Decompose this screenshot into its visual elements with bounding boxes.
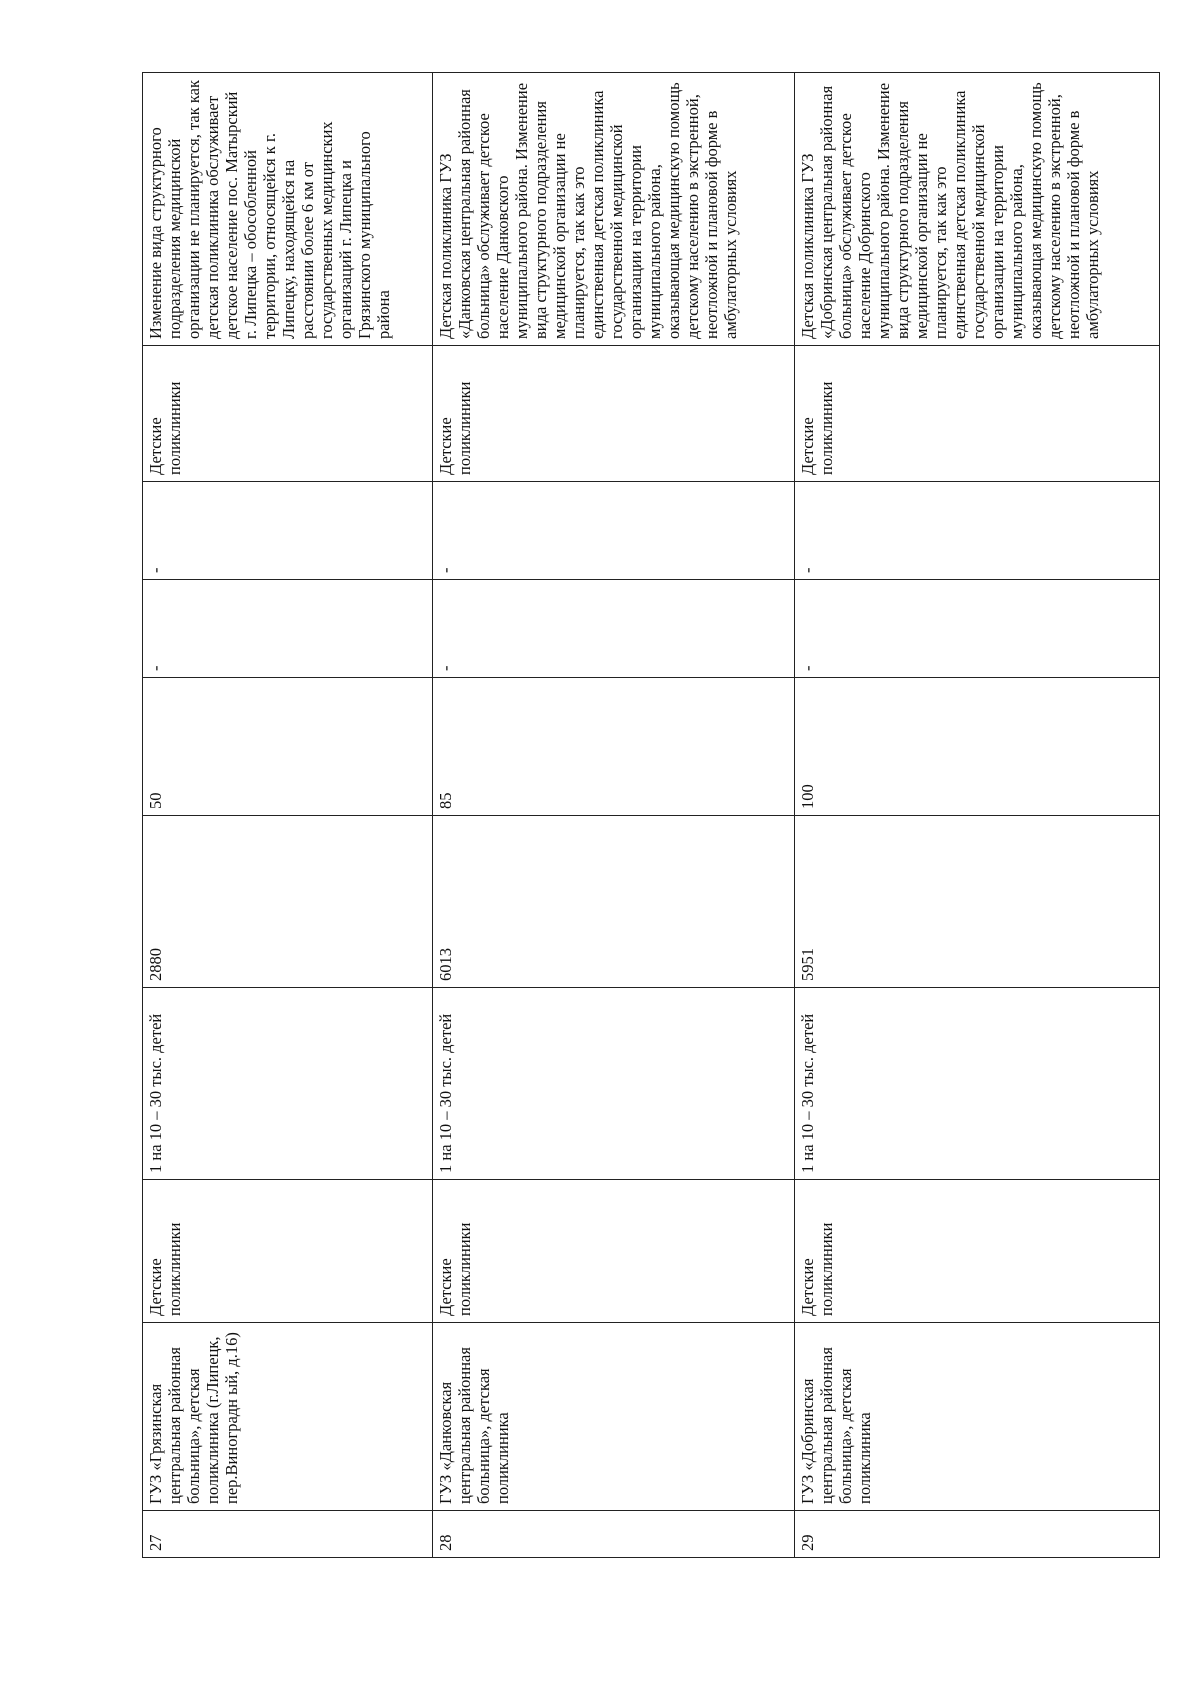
table-row [795,73,1160,1558]
row-number: 27 [143,1511,433,1558]
population: 2880 [143,816,433,988]
facility-type: Детские поликлиники [433,1180,795,1323]
percent: 85 [433,678,795,816]
row-number: 28 [433,1511,795,1558]
dash-cell: - [433,482,795,580]
organization-name: ГУЗ «Добринская центральная районная больница», детская поликлиника [795,1323,1160,1511]
organization-name: ГУЗ «Данковская центральная районная больница», детская поликлиника [433,1323,795,1511]
population: 5951 [795,816,1160,988]
table-row [143,73,433,1558]
dash-cell: - [795,580,1160,678]
facility-type-planned: Детские поликлиники [143,346,433,482]
facility-type-planned: Детские поликлиники [433,346,795,482]
rotated-table-container [142,73,1160,1558]
dash-cell: - [143,482,433,580]
polyclinic-table [142,72,1160,1558]
dash-cell: - [143,580,433,678]
note: Детская поликлиника ГУЗ «Добринская центральная районная больница» обслуживает детское население Добринского муниципального района. Изменение вида структурного подразделения медицинской организации не планируется, так как это единственная детская поликлиника государственной медицинской организации на территории муниципального района, оказывающая медицинскую помощь детскому населению в экстренной, неотложной и плановой форме в амбулаторных условиях [795,73,1160,346]
facility-type: Детские поликлиники [143,1180,433,1323]
facility-type-planned: Детские поликлиники [795,346,1160,482]
row-number: 29 [795,1511,1160,1558]
organization-name: ГУЗ «Грязинская центральная районная больница», детская поликлиника (г.Липецк, пер.Виноградн ый, д.16) [143,1323,433,1511]
note: Детская поликлиника ГУЗ «Данковская центральная районная больница» обслуживает детское население Данковского муниципального района. Изменение вида структурного подразделения медицинской организации не планируется, так как это единственная детская поликлиника государственной медицинской организации на территории муниципального района, оказывающая медицинскую помощь детскому населению в экстренной, неотложной и плановой форме в амбулаторных условиях [433,73,795,346]
dash-cell: - [433,580,795,678]
percent: 50 [143,678,433,816]
percent: 100 [795,678,1160,816]
norm: 1 на 10 – 30 тыс. детей [433,988,795,1180]
norm: 1 на 10 – 30 тыс. детей [795,988,1160,1180]
table-row [433,73,795,1558]
population: 6013 [433,816,795,988]
dash-cell: - [795,482,1160,580]
note: Изменение вида структурного подразделения медицинской организации не планируется, так как детская поликлиника обслуживает детское население пос. Матырский г. Липецка – обособленной территории, относящейся к г. Липецку, находящейся на расстоянии более 6 км от государственных медицинских организаций г. Липецка и Грязинского муниципального района [143,73,433,346]
facility-type: Детские поликлиники [795,1180,1160,1323]
norm: 1 на 10 – 30 тыс. детей [143,988,433,1180]
